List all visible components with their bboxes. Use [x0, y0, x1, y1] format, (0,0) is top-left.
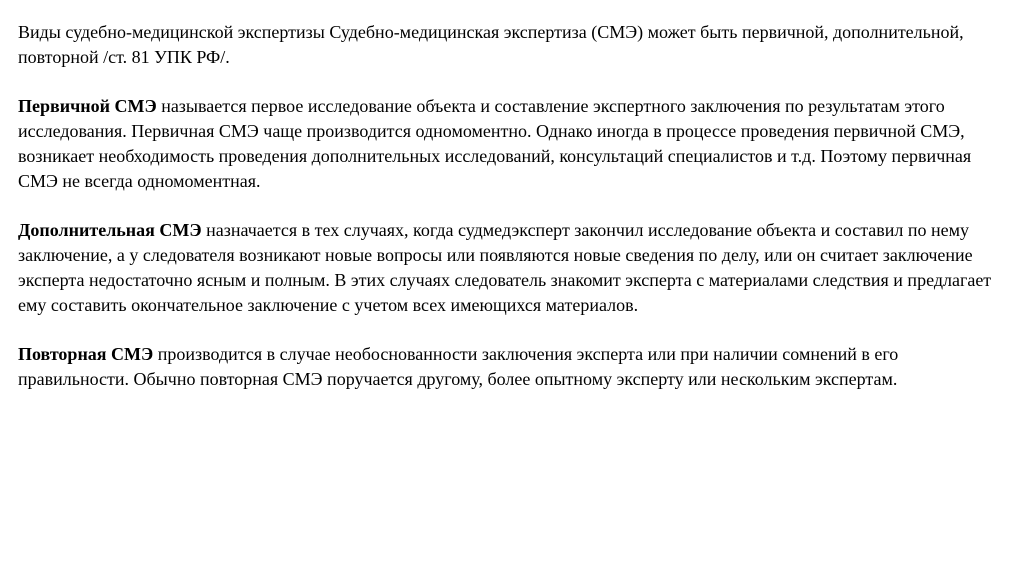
repeated-expertise-term: Повторная СМЭ: [18, 344, 154, 364]
primary-expertise-term: Первичной СМЭ: [18, 96, 157, 116]
primary-expertise-paragraph: [18, 94, 1008, 194]
additional-expertise-text: назначается в тех случаях, когда судмедэксперт закончил исследование объекта и составил по нему заключение, а у следователя возникают новые вопросы или появляются новые сведения по делу, или он считает заключение эксперта недостаточно ясным и полным. В этих случаях следователь знакомит эксперта с материалами следствия и предлагает ему составить окончательное заключение с учетом всех имеющихся материалов.: [18, 220, 992, 315]
intro-paragraph: [18, 20, 1008, 70]
primary-expertise-text: называется первое исследование объекта и составление экспертного заключения по результатам этого исследования. Первичная СМЭ чаще производится одномоментно. Однако иногда в процессе проведения первичной СМЭ, возникает необходимость проведения дополнительных исследований, консультаций специалистов и т.д. Поэтому первичная СМЭ не всегда одномоментная.: [18, 96, 972, 191]
repeated-expertise-paragraph: [18, 342, 1008, 392]
additional-expertise-paragraph: [18, 218, 1008, 318]
intro-text: Виды судебно-медицинской экспертизы Судебно-медицинская экспертиза (СМЭ) может быть первичной, дополнительной, повторной /ст. 81 УПК РФ/.: [18, 22, 964, 67]
additional-expertise-term: Дополнительная СМЭ: [18, 220, 202, 240]
repeated-expertise-text: производится в случае необоснованности заключения эксперта или при наличии сомнений в его правильности. Обычно повторная СМЭ поручается другому, более опытному эксперту или нескольким экспертам.: [18, 344, 899, 389]
slide-content: [18, 20, 1008, 416]
